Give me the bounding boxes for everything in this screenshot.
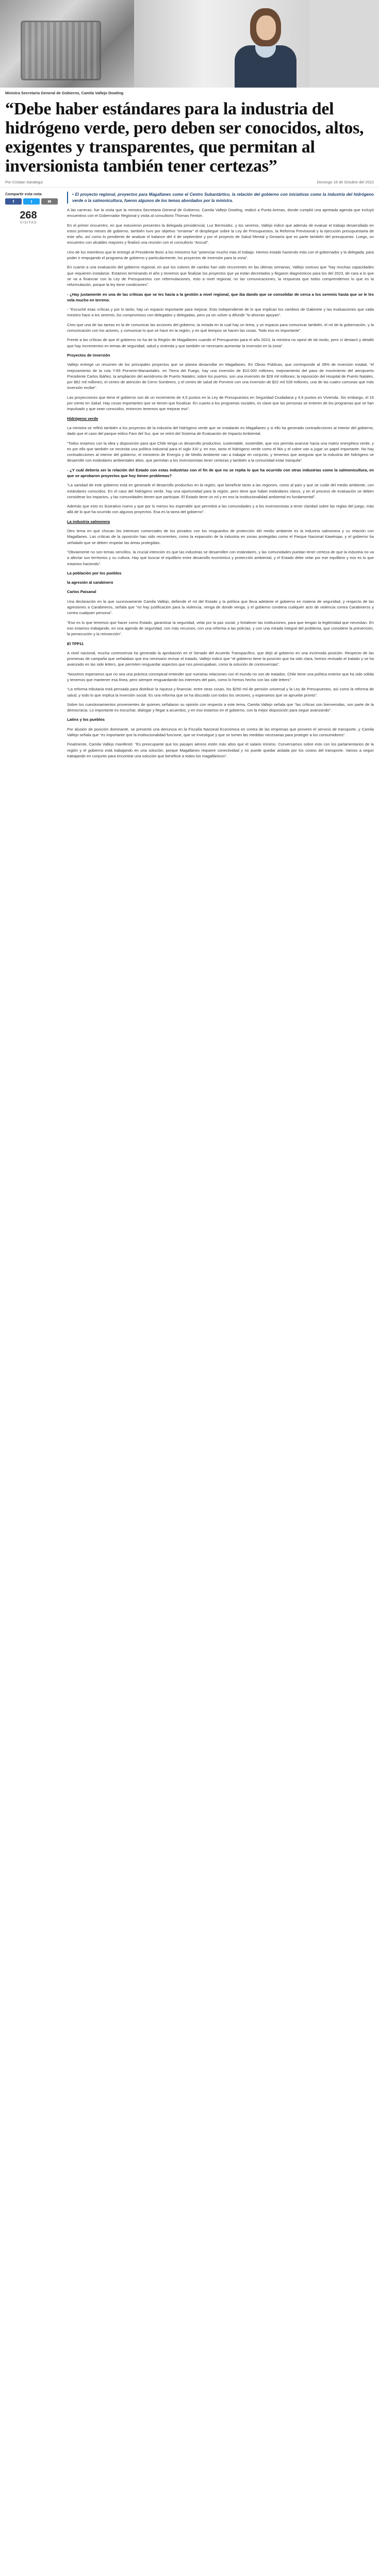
visit-label: VISITAS: [20, 221, 37, 225]
paragraph: “La reforma tributaria está pensada para distribuir la riqueza y financiar, entre otras cosas, los $250 mil de pensión universal y la Ley de Presupuestos, así como la reforma de salud, y todo lo que implica la inversión social. Es una reforma que se ha discutido con todos los sectores, y esperamos que se apruebe pronto”.: [67, 687, 374, 698]
share-title: Compartir esta nota: [5, 192, 42, 196]
interview-question: - ¿Y cuál debería ser la relación del Estado con estas industrias con el fin de que no se repita lo que ha ocurrido con otras industrias como la salmonicultura, en que se aprobaron proyectos que hoy tienen problemas?: [67, 467, 374, 478]
photo-caption: Ministra Secretaria General de Gobierno, Camila Vallejo Dowling: [5, 91, 124, 95]
paragraph: Frente a las críticas de que el gobierno no ha de la Región de Magallanes cuando el Presupuesto para el año 2023, la ministra no opinó de tal modo, pero sí destacó y detalló que hay incrementos en temas de seguridad, salud y vivienda y que también ve necesario aumentar la inversión en la zona”.: [67, 337, 374, 348]
paragraph: “La sanidad de este gobierno está en generarle el desarrollo productivo en la región, que beneficie tanto a las regiones, como al país y que se cuide del medio ambiente, con estándares conocidos. En el caso del hidrógeno verde, hay una oportunidad para la región, pero tiene que haber estándares claros, y en el proceso de evaluación se deben considerar los impactos, y las comunidades tienen que participar. El Estado tiene un rol y en eso la institucionalidad ambiental es fundamental”.: [67, 483, 374, 499]
article-page: [0, 0, 379, 762]
paragraph: Por alusión de posición dominante, se presentó una denuncia en la Fiscalía Nacional Económica en contra de las empresas que proveen el servicio de transporte, y Camila Vallejo señala que “es importante que la institucionalidad funcione, que se investigue y que se tomen las medidas necesarias para proteger a los consumidores”.: [67, 726, 374, 738]
share-buttons: [5, 198, 67, 205]
paragraph: Vallejo entregó un resumen de los principales proyectos que se planea desarrollar en Magallanes. En Obras Públicas, que corresponde al 39% de inversión estatal, “el mejoramiento de la ruta Y-65 Porvenir-Manantiales, en Tierra del Fuego, hay una inversión de $10.000 millones; mejoramiento del paso de movimiento del aeropuerto Presidente Carlos Ibáñez, la ampliación del aeródromo de Puerto Natales; sobre los puertos, son una inversión de $28 mil millones; la reposición del Hospital de Puerto Natales, por $62 mil millones; el centro de atención de Cerro Sombrero, y el centro de salud de Porvenir con una inversión de $22 mil 028 millones, una de las cuatro comunas que más inversión recibe”.: [67, 362, 374, 391]
paragraph: La ministra se refirió también a los proyectos de la industria del hidrógeno verde que se instalarán en Magallanes y si ello ha generado contradicciones al interior del gobierno, dado que el caso del parque eólico Faro del Sur, que se retiró del Sistema de Evaluación de Impacto Ambiental.: [67, 425, 374, 436]
section-heading: Carlos Paisanal: [67, 589, 96, 595]
paragraph: Las proyecciones que tiene el gobierno son de un incremento de 4,5 puntos en la Ley de Presupuestos en Seguridad Ciudadana y 4,6 puntos en Vivienda. Sin embargo, el 16 por ciento en Salud. Hay cosas importantes que se tienen que focalizar. En cuanto a los programas sociales, es clave que las personas se enteren de los programas que se han impulsado y que sean conocidos, entonces tenemos que mejorar eso”.: [67, 395, 374, 412]
hero-photo: [0, 0, 379, 88]
article-title: “Debe haber estándares para la industria del hidrógeno verde, pero deben ser conocidos, altos, exigentes y transparentes, que permitan al inversionista también tener certezas”: [5, 99, 364, 176]
person-face: [256, 15, 276, 40]
sidebar: [5, 192, 67, 762]
facebook-share-button[interactable]: [5, 198, 22, 205]
paragraph: En cuanto a una evaluación del gobierno regional, en que los colores de cambio han sido recurrentes en las últimas semanas, Vallejo sostuvo que “hay muchas capacidades que requieren instalarse. Estamos terminando el año y tenemos que finalizar los proyectos que ya están decretados y llegaron diagnósticos para los del 2023, de cara a lo que se va a financiar con la Ley de Presupuestos con reformulaciones, esto a nivel regional, no las comunicaciones, la respuesta que todos comprendemos lo que es la reformulación, porque la ley tiene condiciones”.: [67, 265, 374, 287]
hero-background-right: [309, 0, 379, 88]
facebook-icon: f: [12, 199, 14, 204]
article-lead: • El proyecto regional, proyectos para Magallanes como el Centro Subantártico, la relación del gobierno con iniciativas como la industria del hidrógeno verde o la salmonicultura, fueron algunos de los temas abordados por la ministra.: [67, 192, 374, 204]
paragraph: En el primer encuentro, en que estuvieron presentes la delegada presidencial, Luz Bermúdez, y los seremis, Vallejo indicó que además de evaluar el trabajo desarrollado en estos primeros meses de gobierno, también tuvo por objetivo “ornamar” el despliegue sobre la Ley de Presupuestos, la Reforma Previsional y la ejecución presupuestaria de este año, así como lo pendiente de analizar el balance del 4 de septiembre y por el proyecto de Salud Mental y Gestaría que es parte también del presupuesto. Luego, un encuentro con alcaldes mayores y finalizó una reunión con el consultorio “Ancud”.: [67, 223, 374, 245]
visit-counter: [5, 210, 52, 225]
email-share-button[interactable]: [41, 198, 58, 205]
article-body: [67, 192, 374, 762]
paragraph: Finalmente, Camila Vallejo manifestó: “Es preocupante que los pasajes aéreos estén más altos que el salario mínimo. Conversamos sobre esto con los parlamentarios de la región y el gobierno está trabajando en una solución, porque Magallanes requiere conectividad y no puede quedar aislada por los costos del transporte. Vamos a seguir trabajando en conjunto para encontrar una solución que beneficie a todos los magallánicos”.: [67, 742, 374, 758]
section-heading: Proyectos de inversión: [67, 352, 110, 358]
section-heading: El TPP11: [67, 641, 84, 646]
paragraph: A las carreras: fue la visita que la ministra Secretaria General de Gobierno, Camila Vallejo Dowling, realizó a Punta Arenas, donde cumplió una apretada agenda que incluyó encuentros con el Gobernador Regional y visita al consultorio Thomas Fenton.: [67, 208, 374, 218]
section-heading: Hidrógeno verde: [67, 416, 98, 421]
paragraph: A nivel nacional, mucha controversia ha generado la aprobación en el Senado del Acuerdo Transpacífico, que dejó al gobierno en una incómoda posición. Respecto de las promesas de campaña que señalaban que era necesario revisar el tratado, Vallejo indicó que “el gobierno tiene la posición que ha sido clara, hemos revisado el tratado y se ha avanzado en las side letters, que permiten resguardar aspectos que nos preocupaban, como la solución de controversias”.: [67, 650, 374, 667]
paragraph: Además que esto es ilustrativo nuevo y que por lo menos los esperable que permitirá a las comunidades y a los inversionistas a tener claridad sobre las reglas del juego, más allá de lo que ha ocurrido con algunos proyectos. Esa es la tarea del gobierno”.: [67, 504, 374, 515]
paragraph: Creo que una de las tareas es la de comunicar las acciones del gobierno, la mirada en la cual hay un tema, y un espacio para comunicar también, el rol de la gobernación, y la comunicación con los actores, y comunicar lo que se hace en la región, y en qué tiempos se hacen las cosas. Todo eso es importante”.: [67, 322, 374, 333]
paragraph: “Eso es lo que tenemos que hacer como Estado, garantizar la seguridad, velar por la paz social, y fortalecer las instituciones, para que tengan la legitimidad que necesitan. En eso estamos trabajando, en una agenda de seguridad, con más recursos, con una reforma a las policías, y con una mirada integral del problema, que considere la prevención, la persecución y la reinserción”.: [67, 620, 374, 637]
article-meta: [0, 180, 379, 188]
twitter-icon: t: [30, 199, 32, 204]
paragraph: “Todos estamos con la idea y disposición para que Chile tenga un desarrollo productivo, sustentable, sostenible, que nos permita avanzar hacia una matriz energética verde, y es por ello que también se necesita una política industrial para el siglo XXI y, en eso, tanto el hidrógeno verde como el litio y el cobre van a jugar un papel importante. No hay contradicciones al interior del gobierno, el ministerio de Energía y de Medio Ambiente van a trabajar en conjunto, y tenemos que asegurar que la industria del hidrógeno se desarrolle con estándares ambientales altos, que permitan a los inversionistas tener certezas y también a la comunidad estar tranquila”.: [67, 440, 374, 463]
section-heading: La población por los pueblos: [67, 570, 122, 575]
paragraph: Otro tema en que chocan los intereses comerciales de los privados con los resguardos de protección del medio ambiente es la industria salmonera y su relación con Magallanes. Las críticas de la oposición han sido recurrentes, como la expansión de la industria en zonas protegidas como el Parque Nacional Kawésqar, y el gobierno ha señalado que se deben respetar las áreas protegidas.: [67, 529, 374, 545]
paragraph: Uno de los miembros que le entregó al Presidente Boric a los ministros fue “potenciar mucho más el trabajo. Hemos estado haciendo más con el gobernador y la delegada, para poder ir empujando el programa de gobierno y particularmente, los proyectos de inversión para la zona”.: [67, 249, 374, 261]
paragraph: “Obviamente no son temas sencillos, la crucial intención es que las industrias se desarrollen con estándares, y las comunidades puedan tener certeza de que la industria no va a afectar sus territorios y su cultura. Hay que buscar el equilibrio entre desarrollo económico y protección ambiental, y el Estado debe velar por ese equilibrio y eso es lo que estamos haciendo”.: [67, 549, 374, 566]
paragraph: “Nosotros esperamos que no sea una práctica conceptual entender que nuestras relaciones con el mundo no son de tratados. Chile tiene una política exterior que ha sido sólida y tenemos que mantener esa línea, pero siempre resguardando los intereses del país, como lo hemos hecho con las side letters”.: [67, 671, 374, 682]
article-date: Domingo 16 de Octubre del 2022: [317, 180, 374, 184]
paragraph: Sobre los cuestionamientos provenientes de quienes señalaron su opinión con respecto a este tema, Camila Vallejo señala que “las críticas son bienvenidas, son parte de la democracia. Lo importante es escuchar, dialogar y llegar a acuerdos, y en eso estamos en el gobierno, con la mejor disposición para seguir avanzando”.: [67, 702, 374, 713]
visit-count: 268: [20, 210, 37, 221]
email-icon: ✉: [47, 199, 52, 204]
interview-question: - ¿Hay justamente en una de las críticas que se les hacía a la gestión a nivel regional, que iba dando que se consolidar de cerca a los seremis hasta que se le les vela mucho en terreno.: [67, 292, 374, 302]
section-heading: La industria salmonera: [67, 519, 110, 524]
section-heading: Latinx y los pueblos: [67, 717, 105, 722]
paragraph: - “Escuché esas críticas y por lo tanto, hay un espacio importante para mejorar. Esto independiente de lo que implican los cambios de Gabinete y las evaluaciones que cada ministro hace a los seremis, los compromisos con delegados y delegadas, pero ya sin volver a difundir “lo ahorran apoyan”.: [67, 307, 374, 318]
industrial-machine-image: [21, 21, 101, 80]
paragraph: Una declaración en la que sucesivamente Camila Vallejo, defiende el rol del Estado y la política que lleva adelante el gobierno en materia de seguridad, y respecto de las agresiones a Carabineros, señala que “no hay justificación para la violencia, venga de donde venga, y el gobierno condena cualquier acto de violencia contra Carabineros y contra cualquier persona”.: [67, 599, 374, 616]
section-heading: la agresión al carabinero: [67, 580, 113, 585]
article-author: Por Cristian Saralegui: [5, 180, 43, 184]
article-content: [0, 192, 379, 762]
twitter-share-button[interactable]: [23, 198, 40, 205]
